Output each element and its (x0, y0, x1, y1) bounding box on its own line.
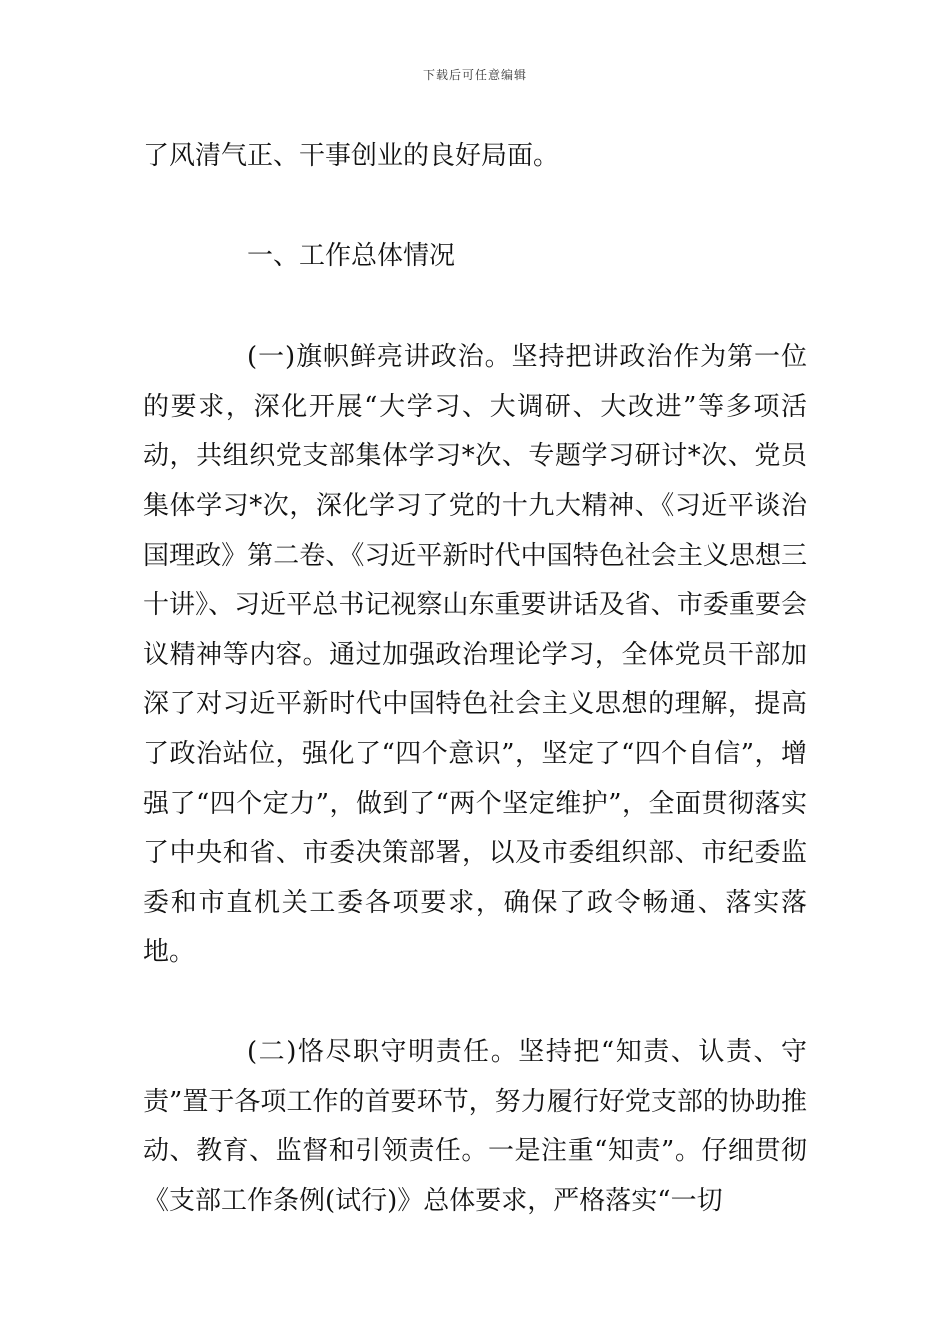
paragraph-item-1: (一)旗帜鲜亮讲政治。坚持把讲政治作为第一位的要求，深化开展“大学习、大调研、大改进”等多项活动，共组织党支部集体学习*次、专题学习研讨*次、党员集体学习*次，深化学习了党的十九大精神、《习近平谈治国理政》第二卷、《习近平新时代中国特色社会主义思想三十讲》、习近平总书记视察山东重要讲话及省、市委重要会议精神等内容。通过加强政治理论学习，全体党员干部加深了对习近平新时代中国特色社会主义思想的理解，提高了政治站位，强化了“四个意识”，坚定了“四个自信”，增强了“四个定力”，做到了“两个坚定维护”，全面贯彻落实了中央和省、市委决策部署，以及市委组织部、市纪委监委和市直机关工委各项要求，确保了政令畅通、落实落地。 (143, 342, 807, 968)
paragraph-continuation: 了风清气正、干事创业的良好局面。 (143, 141, 560, 171)
page-header-note: 下载后可任意编辑 (422, 68, 527, 82)
section-heading: 一、工作总体情况 (247, 240, 456, 271)
document-body (143, 132, 807, 1226)
paragraph-item-2: (二)恪尽职守明责任。坚持把“知责、认责、守责”置于各项工作的首要环节，努力履行好党支部的协助推动、教育、监督和引领责任。一是注重“知责”。仔细贯彻《支部工作条例(试行)》总体要求，严格落实“一切 (143, 1036, 807, 1216)
